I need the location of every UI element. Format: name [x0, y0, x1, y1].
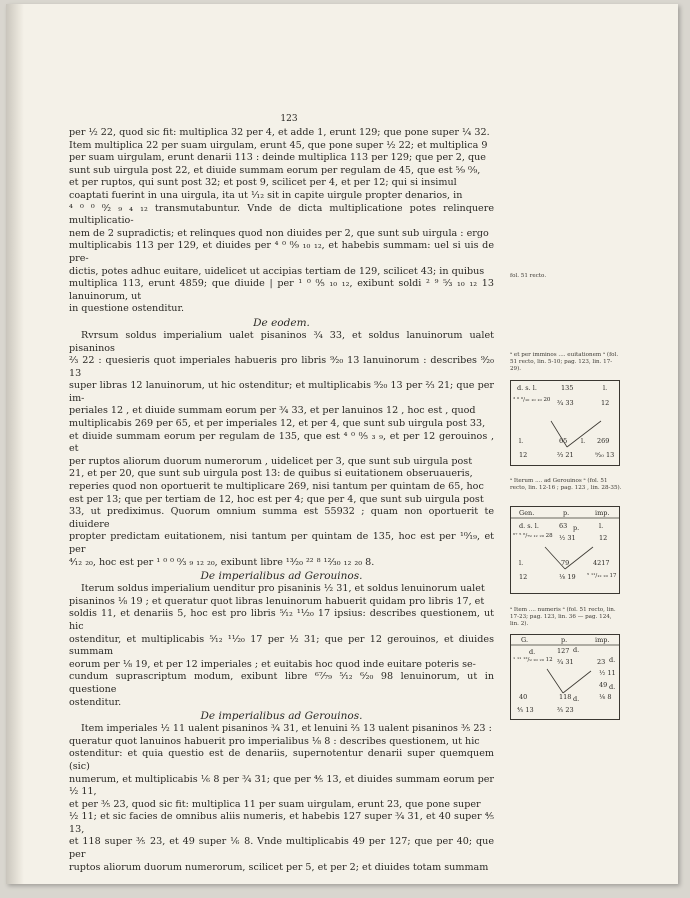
text-line: multiplica 113, erunt 4859; que diuide | per ¹ ⁰ ⁰⁄₅ ₁₀ ₁₂, exibunt soldi ² ⁹ ⁵⁄₃ ₁₀ ₁₂ 13 lanuinorum, ut	[69, 278, 494, 302]
section-heading-de-eodem: De eodem.	[253, 316, 310, 329]
d2-header-left: Gen.	[519, 509, 535, 517]
d1-mid-label: l.	[581, 437, 586, 445]
d2-header-right: imp.	[595, 509, 610, 517]
d3-row6-left: ⅘ 13	[517, 706, 534, 714]
computation-diagram-2	[510, 506, 620, 594]
d1-bottom-left: 12	[519, 451, 528, 459]
d2-row1-right-label: l.	[599, 522, 604, 530]
d2-header-mid: p.	[563, 509, 570, 517]
text-line: super libras 12 lanuinorum, ut hic ostenditur; et multiplicabis ⁹⁄₂₀ 13 per ⅔ 21; que per im-	[69, 380, 494, 404]
text-line: 33, ut prediximus. Quorum omnium summa est 55932 ; quam non oportuerit te diuidere	[69, 506, 494, 530]
text-line: queratur quot lanuinos habuerit pro imperialibus ⅛ 8 : describes questionem, ut hic	[69, 735, 480, 747]
d2-row2-mid: ½ 31	[559, 534, 576, 542]
text-line: est per 13; que per tertiam de 12, hoc est per 4; que per 4, que sunt sub uirgula post	[69, 493, 484, 505]
d2-row1-mid-label: p.	[573, 524, 580, 532]
d3-row4-right-label: d.	[609, 683, 616, 691]
text-line: pisaninos ⅛ 19 ; et queratur quot libras lenuinorum habuerit quidam pro libris 17, et	[69, 595, 485, 607]
d2-row2-right: 12	[599, 534, 608, 542]
text-line: multiplicabis 269 per 65, et per imperiales 12, et per 4, que sunt sub uirgula post 33,	[69, 418, 486, 430]
text-line: coaptati fuerint in una uirgula, ita ut ¹⁄₁₂ sit in capite uirgule propter denarios, in	[69, 189, 463, 201]
d1-top-mid: ¾ 33	[557, 399, 574, 407]
text-line: dictis, potes adhuc euitare, uidelicet ut accipias tertiam de 129, scilicet 43; in quibus	[69, 265, 485, 277]
text-line: per ½ 22, quod sic fit: multiplica 32 per 4, et adde 1, erunt 129; que pone super ¼ 32.	[69, 127, 490, 138]
text-line: sunt sub uirgula post 22, et diuide summam eorum per regulam de 45, que est ⁵⁄₉ ⁰⁄₉,	[69, 164, 481, 176]
section-body-imperialibus-2	[69, 723, 494, 874]
d2-row4-right: ⁵ ¹¹/₁₂ ₂₀ 17	[587, 573, 617, 579]
text-line: et per ⅗ 23, quod sic fit: multiplica 11 per suam uirgulam, erunt 23, que pone super	[69, 798, 481, 810]
d2-row1-mid: 63	[559, 522, 568, 530]
intro-paragraph	[69, 127, 494, 316]
text-line: Item imperiales ½ 11 ualent pisaninos ¾ 31, et lenuini ⅔ 13 ualent pisaninos ⅗ 23 :	[81, 723, 492, 735]
computation-diagram-1	[510, 380, 620, 466]
d1-mid: 65	[559, 437, 568, 445]
d3-header-right: imp.	[595, 636, 610, 644]
d1-header-mid: 135	[561, 384, 574, 392]
text-line: eorum per ⅛ 19, et per 12 imperiales ; et euitabis hoc quod inde euitare poteris se-	[69, 658, 476, 670]
text-line: Iterum soldus imperialium uenditur pro pisaninis ½ 31, et soldus lenuinorum ualet	[81, 583, 485, 595]
text-line: ½ 11; et sic facies de omnibus aliis numeris, et habebis 127 super ¾ 31, et 40 super ⅘ 13,	[69, 811, 494, 835]
text-line: ⁴⁄₁₂ ₂₀, hoc est per ¹ ⁰ ⁰ ⁰⁄₃ ₉ ₁₂ ₂₀, exibunt libre ¹³⁄₂₀ ²² ⁸ ¹²⁄₃₀ ₁₂ ₂₀ 8.	[69, 556, 375, 568]
section-heading-imperialibus-1: De imperialibus ad Gerouinos.	[200, 570, 363, 583]
text-line: ostenditur.	[69, 696, 122, 708]
text-line: per ruptos aliorum duorum numerorum , uidelicet per 3, que sunt sub uirgula post	[69, 455, 473, 467]
d3-row2-mid: ¾ 31	[557, 658, 574, 666]
text-line: Item multiplica 22 per suam uirgulam, erunt 45, que pone super ½ 22; et multiplica 9	[69, 139, 488, 151]
d1-header-right: l.	[603, 384, 608, 392]
text-line: et diuide summam eorum per regulam de 135, que est ⁴ ⁰ ⁰⁄₅ ₃ ₉, et per 12 gerouinos , et	[69, 430, 494, 455]
text-line: reperies quod non oportuerit te multiplicare 269, nisi tantum per quintam de 65, hoc	[69, 481, 484, 493]
main-text	[69, 127, 494, 874]
d1-bottom-left-label: l.	[519, 437, 524, 445]
d1-header-left: d. s. l.	[517, 384, 537, 392]
margin-note-folio: fol. 51 recto.	[510, 273, 547, 279]
d3-header-left: G.	[521, 636, 529, 644]
text-line: cundum suprascriptum modum, exibunt libre ⁶⁷⁄₇₉ ⁵⁄₁₂ ⁶⁄₂₀ 98 lenuinorum, ut in questione	[69, 671, 494, 695]
text-line: per suam uirgulam, erunt denarii 113 : deinde multiplica 113 per 129; que per 2, que	[69, 152, 486, 164]
d3-row3-right: ½ 11	[599, 669, 616, 677]
d1-bottom-right-label: 269	[597, 437, 610, 445]
text-line: ⁴ ⁰ ⁰ ⁰⁄₂ ₉ ₄ ₁₂ transmutabuntur. Vnde de dicta multiplicatione potes relinquere multiplicatio-	[69, 202, 494, 227]
d3-row2-right-label: d.	[609, 656, 616, 664]
d3-row1-left-label: d.	[529, 648, 536, 656]
d3-row2-right: 23	[597, 658, 606, 666]
section-heading-imperialibus-2: De imperialibus ad Gerouinos.	[200, 710, 363, 723]
d3-row4-right: 49	[599, 681, 608, 689]
d2-row2-left: ⁶⁷ ⁵ ⁶/₇₉ ₁₂ ₂₀ 28	[513, 533, 553, 539]
d2-row3-right: 4217	[593, 559, 610, 567]
text-line: multiplicabis 113 per 129, et diuides per ⁴ ⁰ ⁰⁄₉ ₁₀ ₁₂, et habebis summam: uel si uis de pre-	[69, 240, 494, 264]
text-line: et 118 super ⅗ 23, et 49 super ⅙ 8. Vnde multiplicabis 49 per 127; que per 40; que per	[69, 836, 494, 861]
d3-row5-mid-label: d.	[573, 695, 580, 703]
d3-row5-left: 40	[519, 693, 528, 701]
text-line: numerum, et multiplicabis ⅙ 8 per ¾ 31; que per ⅘ 13, et diuides summam eorum per ½ 11,	[69, 773, 494, 798]
text-line: periales 12 , et diuide summam eorum per ¾ 33, et per lanuinos 12 , hoc est , quod	[69, 405, 476, 417]
d1-top-right: 12	[601, 399, 610, 407]
text-line: in questione ostenditur.	[69, 303, 185, 315]
d2-row1-left: d. s. l.	[519, 522, 539, 530]
d3-row1-mid-label: d.	[573, 646, 580, 654]
d1-top-left: ³ ⁰ ⁰/₁₀ ₁₀ ₁₀ 20	[513, 397, 551, 403]
section-body-de-eodem	[69, 330, 494, 569]
margin-note-2: ᵃ Iterum .... ad Gerouinos ᵃ (fol. 51 recto, lin. 12-16 ; pag. 123 , lin. 28-35).	[510, 478, 622, 491]
margin-note-1: ᵃ et per imminos .... euitationem ᵃ (fol. 51 recto, lin. 5-10; pag. 123, lin. 17-29).	[510, 352, 619, 372]
d3-row1-mid: 127	[557, 647, 570, 655]
text-line: ostenditur: et quia questio est de denariis, supernotentur denarii super quemquem (sic)	[69, 748, 494, 772]
d2-row3-left-label: l.	[519, 559, 524, 567]
d3-row6-mid: ⅗ 23	[557, 706, 574, 714]
text-line: propter predictam euitationem, nisi tantum per quintam de 135, hoc est per ¹⁰⁄₁₉, et per	[69, 531, 494, 555]
d3-row2-left: ¹ ¹¹ ¹²/₉ ₂₀ ₂₀ 12	[513, 657, 553, 663]
d2-row4-left: 12	[519, 573, 528, 581]
text-line: ostenditur, et multiplicabis ⁵⁄₁₂ ¹¹⁄₂₀ 17 per ½ 31; que per 12 gerouinos, et diuides summam	[69, 633, 494, 658]
d3-row5-right: ⅙ 8	[599, 693, 612, 701]
d2-row4-mid: ⅛ 19	[559, 573, 576, 581]
d3-header-mid: p.	[561, 636, 568, 644]
text-line: 21, et per 20, que sunt sub uirgula post 13: de quibus si euitationem obseruaueris,	[69, 468, 473, 480]
computation-diagram-3	[510, 634, 620, 720]
d1-bottom-mid: ⅔ 21	[557, 451, 574, 459]
text-line: ⅔ 22 : quesieris quot imperiales habueris pro libris ⁹⁄₂₀ 13 lanuinorum : describes ⁹⁄₂₀ 13	[69, 355, 494, 379]
margin-note-3: ᵃ Item .... numeris ᵃ (fol. 51 recto, lin. 17-23; pag. 123, lin. 36 — pag. 124, lin. 2).	[510, 607, 616, 627]
page-gutter	[6, 4, 24, 884]
page-number: 123	[280, 114, 298, 124]
book-page	[6, 4, 678, 884]
text-line: et per ruptos, qui sunt post 32; et post 9, scilicet per 4, et per 12; qui si insimul	[69, 177, 457, 189]
section-body-imperialibus-1	[69, 583, 494, 709]
text-line: ruptos aliorum duorum numerorum, scilicet per 5, et per 2; et diuides totam summam	[69, 861, 489, 873]
text-line: nem de 2 supradictis; et relinques quod non diuides per 2, que sunt sub uirgula : ergo	[69, 227, 489, 239]
text-line: Rvrsum soldus imperialium ualet pisaninos ¾ 33, et soldus lanuinorum ualet pisaninos	[69, 329, 494, 354]
d3-row5-mid: 118	[559, 693, 572, 701]
d1-bottom-right: ⁹⁄₂₀ 13	[595, 451, 615, 459]
text-line: soldis 11, et denariis 5, hoc est pro libris ⁵⁄₁₂ ¹¹⁄₂₀ 17 ipsius: describes questionem, ut hic	[69, 608, 494, 632]
d2-row3-mid: 79	[561, 559, 570, 567]
